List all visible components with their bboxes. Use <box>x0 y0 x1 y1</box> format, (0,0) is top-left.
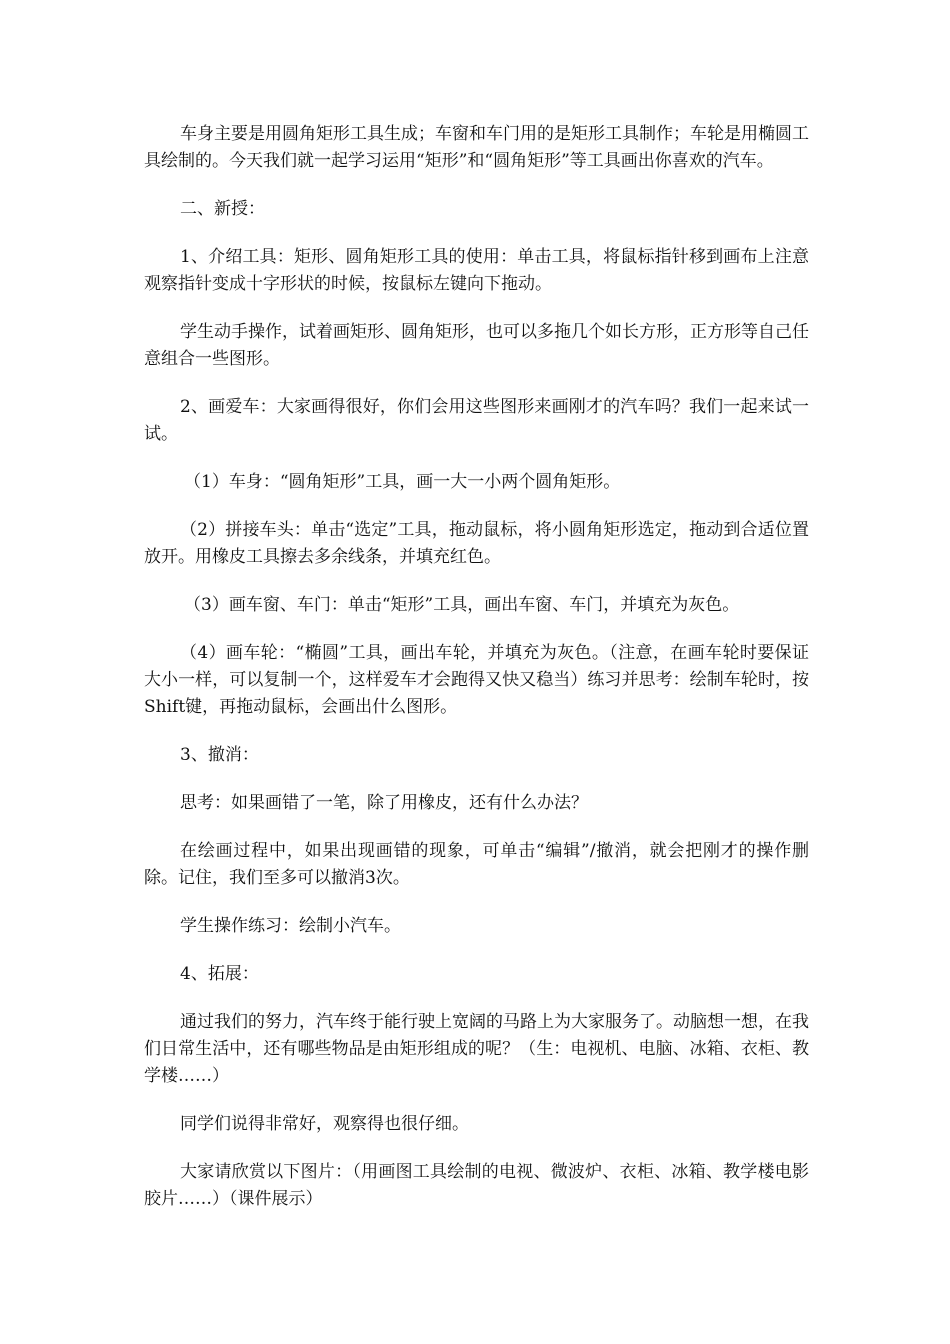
heading-new-lesson: 二、新授： <box>180 199 265 219</box>
paragraph-praise: 同学们说得非常好，观察得也很仔细。 <box>180 1114 469 1134</box>
heading-undo: 3、撤消： <box>180 745 259 765</box>
paragraph-extension: 通过我们的努力，汽车终于能行驶上宽阔的马路上为大家服务了。动脑想一想，在我们日常生活中，还有哪些物品是由矩形组成的呢？（生：电视机、电脑、冰箱、衣柜、教学楼……） <box>144 1012 809 1086</box>
paragraph-think: 思考：如果画错了一笔，除了用橡皮，还有什么办法？ <box>180 793 588 813</box>
paragraph-introduce-tools: 1、介绍工具：矩形、圆角矩形工具的使用：单击工具，将鼠标指针移到画布上注意观察指针变成十字形状的时候，按鼠标左键向下拖动。 <box>144 247 809 294</box>
paragraph-draw-car: 2、画爱车：大家画得很好，你们会用这些图形来画刚才的汽车吗？我们一起来试一试。 <box>144 397 809 444</box>
step-car-body: （1）车身：“圆角矩形”工具，画一大一小两个圆角矩形。 <box>184 472 621 492</box>
step-car-head: （2）拼接车头：单击“选定”工具，拖动鼠标，将小圆角矩形选定，拖动到合适位置放开。用橡皮工具擦去多余线条，并填充红色。 <box>144 520 809 567</box>
paragraph-undo-explain: 在绘画过程中，如果出现画错的现象，可单击“编辑”/撤消，就会把刚才的操作删除。记住，我们至多可以撤消3次。 <box>144 841 809 888</box>
step-windows-doors: （3）画车窗、车门：单击“矩形”工具，画出车窗、车门，并填充为灰色。 <box>184 595 740 615</box>
paragraph-student-practice: 学生动手操作，试着画矩形、圆角矩形，也可以多拖几个如长方形，正方形等自己任意组合一些图形。 <box>144 322 809 369</box>
document-body <box>144 121 809 1234</box>
heading-extension: 4、拓展： <box>180 964 259 984</box>
step-wheels: （4）画车轮：“椭圆”工具，画出车轮，并填充为灰色。（注意，在画车轮时要保证大小一样，可以复制一个，这样爱车才会跑得又快又稳当）练习并思考：绘制车轮时，按Shift键，再拖动鼠标，会画出什么图形。 <box>144 643 809 717</box>
paragraph-appreciate: 大家请欣赏以下图片：（用画图工具绘制的电视、微波炉、衣柜、冰箱、教学楼电影胶片……）（课件展示） <box>144 1162 809 1209</box>
paragraph-exercise: 学生操作练习：绘制小汽车。 <box>180 916 401 936</box>
paragraph-intro: 车身主要是用圆角矩形工具生成；车窗和车门用的是矩形工具制作；车轮是用椭圆工具绘制的。今天我们就一起学习运用“矩形”和“圆角矩形”等工具画出你喜欢的汽车。 <box>144 124 809 171</box>
